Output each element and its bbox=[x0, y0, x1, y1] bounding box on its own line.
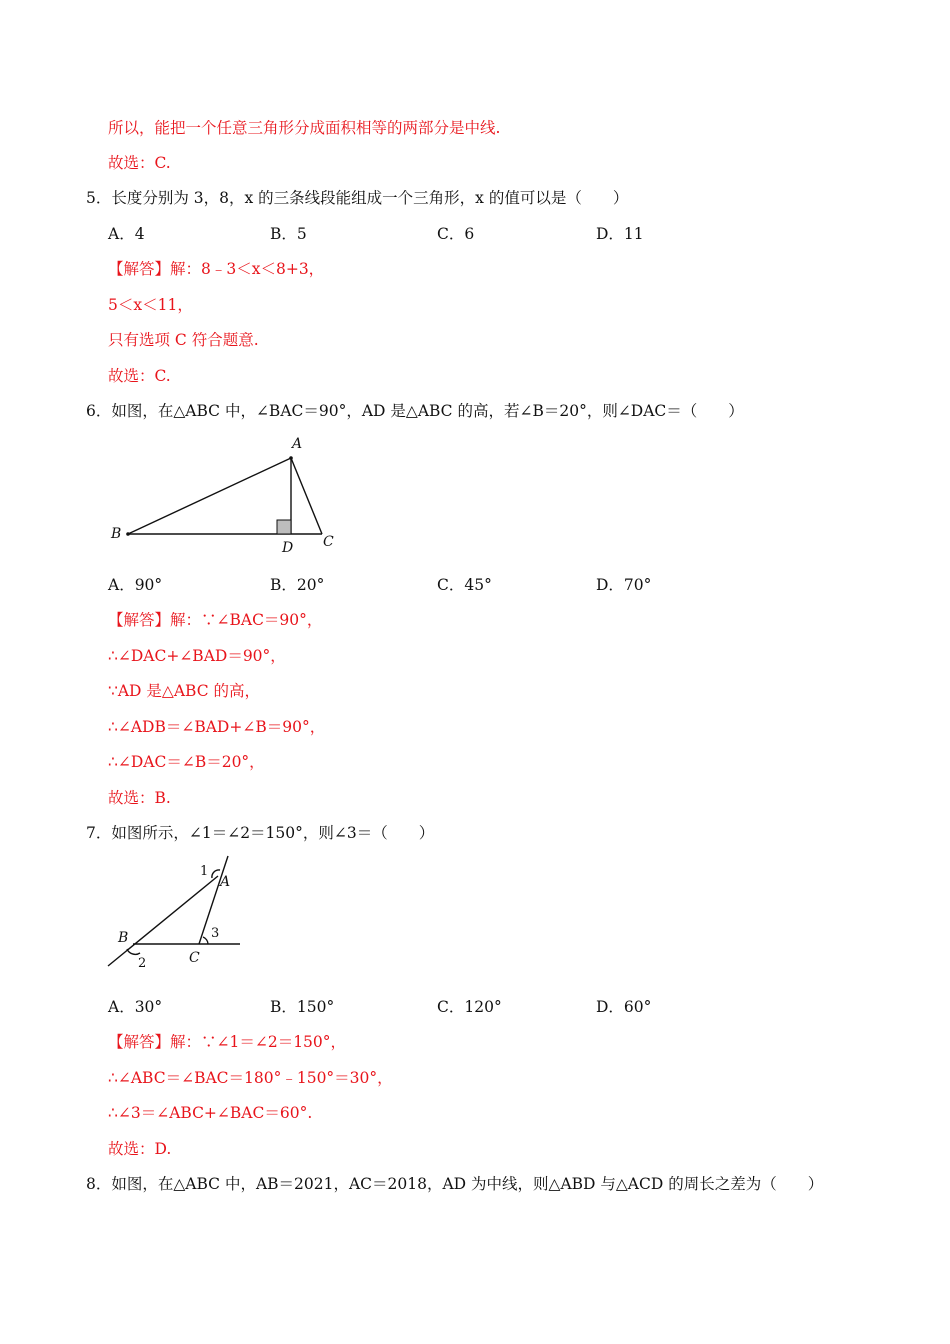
q5-option-c: C．6 bbox=[437, 225, 475, 243]
question-7: 7．如图所示，∠1＝∠2＝150°，则∠3＝（ ） bbox=[86, 824, 435, 842]
q6-answer-line: ∴∠DAC＝∠B＝20°， bbox=[108, 753, 265, 771]
question-5: 5．长度分别为 3，8，x 的三条线段能组成一个三角形，x 的值可以是（ ） bbox=[86, 189, 629, 207]
q6-option-b: B．20° bbox=[270, 576, 325, 594]
solution-line: 所以，能把一个任意三角形分成面积相等的两部分是中线. bbox=[108, 119, 501, 137]
q6-answer-choice: 故选：B. bbox=[108, 789, 171, 807]
point-c-label: C bbox=[189, 950, 200, 966]
q6-answer-line: ∴∠ADB＝∠BAD+∠B＝90°， bbox=[108, 718, 326, 736]
q6-option-d: D．70° bbox=[596, 576, 652, 594]
q7-answer-line: 【解答】解：∵∠1＝∠2＝150°， bbox=[108, 1033, 347, 1051]
vertex-c-label: C bbox=[323, 534, 334, 550]
point-a-label: A bbox=[220, 874, 231, 890]
question-6: 6．如图，在△ABC 中，∠BAC＝90°，AD 是△ABC 的高，若∠B＝20°，则∠DAC＝（ ） bbox=[86, 402, 744, 420]
q5-answer-choice: 故选：C. bbox=[108, 367, 171, 385]
angle-1-label: 1 bbox=[200, 864, 209, 879]
q7-answer-line: ∴∠ABC＝∠BAC＝180°﹣150°＝30°， bbox=[108, 1069, 393, 1087]
triangle-figure-q6 bbox=[106, 432, 346, 557]
q5-answer-line: 【解答】解：8﹣3＜x＜8+3， bbox=[108, 260, 325, 278]
angle-2-label: 2 bbox=[138, 956, 147, 971]
point-b-label: B bbox=[118, 930, 129, 946]
angle-3-label: 3 bbox=[211, 926, 220, 941]
vertex-a-label: A bbox=[292, 436, 303, 452]
q7-option-d: D．60° bbox=[596, 998, 652, 1016]
q6-option-a: A．90° bbox=[108, 576, 163, 594]
q5-option-a: A．4 bbox=[108, 225, 145, 243]
q7-option-a: A．30° bbox=[108, 998, 163, 1016]
q5-option-d: D．11 bbox=[596, 225, 644, 243]
q6-answer-line: ∴∠DAC+∠BAD＝90°， bbox=[108, 647, 286, 665]
q5-option-b: B．5 bbox=[270, 225, 307, 243]
q7-option-b: B．150° bbox=[270, 998, 335, 1016]
vertex-d-label: D bbox=[282, 540, 294, 556]
q7-answer-choice: 故选：D. bbox=[108, 1140, 172, 1158]
q6-answer-line: ∵AD 是△ABC 的高， bbox=[108, 682, 260, 700]
question-8: 8．如图，在△ABC 中，AB＝2021，AC＝2018，AD 为中线，则△ABD 与△ACD 的周长之差为（ ） bbox=[86, 1175, 824, 1193]
vertex-b-label: B bbox=[111, 526, 122, 542]
q7-option-c: C．120° bbox=[437, 998, 502, 1016]
angle-figure-q7 bbox=[100, 850, 250, 975]
right-angle-mark bbox=[277, 520, 291, 534]
solution-choice: 故选：C. bbox=[108, 154, 171, 172]
q7-answer-line: ∴∠3＝∠ABC+∠BAC＝60°. bbox=[108, 1104, 313, 1122]
q6-answer-line: 【解答】解：∵∠BAC＝90°， bbox=[108, 611, 323, 629]
q6-option-c: C．45° bbox=[437, 576, 492, 594]
q5-answer-line: 只有选项 C 符合题意. bbox=[108, 331, 259, 349]
q5-answer-line: 5＜x＜11， bbox=[108, 296, 193, 314]
